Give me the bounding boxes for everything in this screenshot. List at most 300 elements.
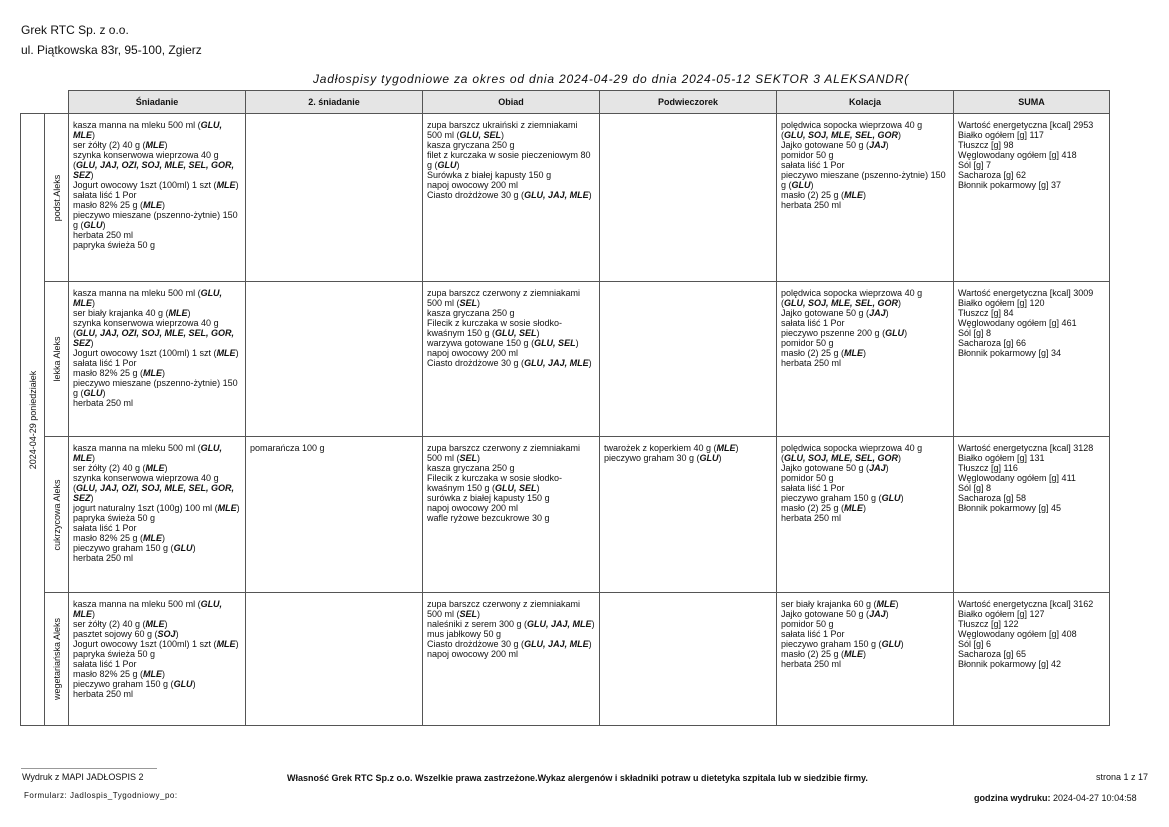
item-line: [73, 533, 241, 543]
item-line: [73, 358, 241, 368]
item-text: sałata liść 1 Por: [73, 190, 137, 200]
item-text: pasztet sojowy 60 g (: [73, 629, 158, 639]
item-text: Filecik z kurczaka w sosie słodko-kwaśnym 150 g (: [427, 473, 563, 493]
item-text-end: ): [810, 180, 814, 190]
footer-rule: [21, 768, 157, 769]
allergen-codes: GLU, MLE: [73, 288, 223, 308]
item-text: herbata 250 ml: [73, 689, 134, 699]
item-text: pieczywo graham 30 g (: [604, 453, 700, 463]
allergen-codes: GLU: [83, 220, 103, 230]
item-line: [73, 318, 241, 348]
item-text: sałata liść 1 Por: [781, 629, 845, 639]
allergen-codes: GLU, JAJ, OZI, SOJ, MLE, SEL, GOR, SEZ: [73, 328, 235, 348]
item-text: Wartość energetyczna [kcal] 3009: [958, 288, 1094, 298]
allergen-codes: GLU: [173, 543, 193, 553]
item-line: [73, 443, 241, 463]
item-text: herbata 250 ml: [73, 398, 134, 408]
allergen-codes: GLU, JAJ, OZI, SOJ, MLE, SEL, GOR, SEZ: [73, 483, 235, 503]
allergen-codes: MLE: [844, 649, 864, 659]
item-line: [73, 669, 241, 679]
item-line: [427, 318, 595, 338]
item-line: [781, 473, 949, 483]
item-text-end: ): [536, 483, 540, 493]
item-text: napoj owocowy 200 ml: [427, 503, 519, 513]
item-text-end: ): [885, 463, 889, 473]
item-text-end: ): [477, 453, 481, 463]
item-text-end: ): [588, 639, 592, 649]
item-text: Jajko gotowane 50 g (: [781, 463, 870, 473]
item-text: Wartość energetyczna [kcal] 2953: [958, 120, 1094, 130]
column-header: SUMA: [954, 91, 1110, 114]
allergen-codes: GLU: [83, 388, 103, 398]
item-text: Białko ogółem [g] 120: [958, 298, 1045, 308]
item-text-end: ): [162, 368, 166, 378]
item-text: ser żółty (2) 40 g (: [73, 140, 146, 150]
allergen-codes: GLU, SOJ, MLE, SEL, GOR: [784, 298, 899, 308]
item-text: Węglowodany ogółem [g] 408: [958, 629, 1077, 639]
allergen-codes: GLU, SEL: [495, 483, 537, 493]
meal-cell: [423, 282, 600, 437]
item-text-end: ): [164, 140, 168, 150]
item-text-end: ): [235, 639, 239, 649]
item-text-end: ): [92, 298, 95, 308]
item-text: pieczywo graham 150 g (: [73, 543, 174, 553]
item-line: [73, 599, 241, 619]
item-text: Białko ogółem [g] 117: [958, 130, 1044, 140]
item-text-end: ): [162, 669, 166, 679]
allergen-codes: GLU, MLE: [73, 443, 223, 463]
item-line: [427, 629, 595, 639]
item-text-end: ): [175, 629, 179, 639]
allergen-codes: GLU, SEL: [534, 338, 576, 348]
item-line: [73, 629, 241, 639]
column-header: Obiad: [423, 91, 600, 114]
item-line: [73, 368, 241, 378]
date-label: 2024-04-29 poniedziałek: [27, 370, 38, 469]
item-line: [73, 378, 241, 398]
item-text: sałata liść 1 Por: [73, 659, 137, 669]
item-text-end: ): [885, 308, 889, 318]
item-line: [73, 473, 241, 503]
item-text: masło (2) 25 g (: [781, 190, 845, 200]
footer-page-number: strona 1 z 17: [1096, 772, 1149, 782]
item-text: masło (2) 25 g (: [781, 649, 845, 659]
item-line: [958, 443, 1105, 453]
item-line: [427, 463, 595, 473]
item-text-end: ): [863, 348, 867, 358]
item-line: [781, 338, 949, 348]
allergen-codes: MLE: [143, 533, 163, 543]
allergen-codes: JAJ: [869, 609, 886, 619]
header-blank: [45, 91, 69, 114]
item-text: zupa barszcz czerwony z ziemniakami 500 ml (: [427, 599, 581, 619]
allergen-codes: SEL: [459, 453, 478, 463]
item-text: twarożek z koperkiem 40 g (: [604, 443, 717, 453]
item-line: [958, 120, 1105, 130]
item-line: [958, 328, 1105, 338]
item-text: sałata liść 1 Por: [781, 483, 845, 493]
allergen-codes: GLU, JAJ, MLE: [524, 358, 589, 368]
item-text-end: ): [90, 338, 94, 348]
sum-cell: [954, 282, 1110, 437]
item-text: masło 82% 25 g (: [73, 669, 144, 679]
item-line: [781, 120, 949, 140]
item-text: szynka konserwowa wieprzowa 40 g (: [73, 473, 219, 493]
item-text-end: ): [192, 543, 196, 553]
item-text: kasza manna na mleku 500 ml (: [73, 599, 201, 609]
item-line: [604, 443, 772, 453]
print-time-value: 2024-04-27 10:04:58: [1053, 793, 1137, 803]
allergen-codes: MLE: [145, 140, 165, 150]
item-line: [958, 308, 1105, 318]
item-line: [958, 180, 1105, 190]
item-line: [73, 348, 241, 358]
item-text: pieczywo mieszane (pszenno-żytnie) 150 g (: [781, 170, 946, 190]
item-text: Węglowodany ogółem [g] 418: [958, 150, 1077, 160]
item-line: [781, 358, 949, 368]
item-line: [781, 649, 949, 659]
allergen-codes: GLU, SEL: [459, 130, 502, 140]
diet-cell: [45, 593, 69, 726]
allergen-codes: MLE: [143, 669, 163, 679]
item-text: surówka z białej kapusty 150 g: [427, 493, 550, 503]
allergen-codes: JAJ: [869, 308, 886, 318]
sum-cell: [954, 593, 1110, 726]
item-line: [781, 140, 949, 150]
item-text: Jogurt owocowy 1szt (100ml) 1 szt (: [73, 639, 217, 649]
item-line: [427, 358, 595, 368]
item-text: Białko ogółem [g] 127: [958, 609, 1045, 619]
item-text: kasza gryczana 250 g: [427, 308, 515, 318]
meal-cell: [777, 593, 954, 726]
item-text: ser żółty (2) 40 g (: [73, 619, 146, 629]
item-text: pieczywo graham 150 g (: [73, 679, 174, 689]
item-text: filet z kurczaka w sosie pieczeniowym 80 g (: [427, 150, 591, 170]
item-text: Błonnik pokarmowy [g] 37: [958, 180, 1062, 190]
item-line: [958, 463, 1105, 473]
item-line: [781, 288, 949, 308]
allergen-codes: SOJ: [157, 629, 176, 639]
item-text: Tłuszcz [g] 98: [958, 140, 1014, 150]
item-line: [73, 240, 241, 250]
item-text: masło 82% 25 g (: [73, 533, 144, 543]
item-text-end: ): [164, 619, 168, 629]
item-text: Sól [g] 6: [958, 639, 992, 649]
item-line: [73, 523, 241, 533]
allergen-codes: GLU: [699, 453, 719, 463]
item-text-end: ): [162, 533, 166, 543]
item-text: Jajko gotowane 50 g (: [781, 140, 870, 150]
table-row: [21, 593, 1110, 726]
date-cell: [21, 114, 45, 726]
item-line: [73, 513, 241, 523]
diet-label: cukrzycowa Aleks: [51, 478, 62, 551]
item-text: sałata liść 1 Por: [73, 523, 137, 533]
item-line: [427, 619, 595, 629]
item-text: polędwica sopocka wieprzowa 40 g (: [781, 120, 923, 140]
table-row: [21, 437, 1110, 593]
item-text: masło (2) 25 g (: [781, 348, 845, 358]
allergen-codes: MLE: [844, 503, 864, 513]
item-line: [781, 328, 949, 338]
item-line: [73, 679, 241, 689]
item-text: Sacharoza [g] 66: [958, 338, 1027, 348]
item-text: ser żółty (2) 40 g (: [73, 463, 146, 473]
item-line: [73, 689, 241, 699]
item-text-end: ): [164, 463, 168, 473]
item-text: Sól [g] 7: [958, 160, 992, 170]
item-line: [73, 398, 241, 408]
item-line: [73, 308, 241, 318]
item-text: szynka konserwowa wieprzowa 40 g (: [73, 150, 219, 170]
meal-cell: [69, 282, 246, 437]
item-line: [427, 338, 595, 348]
meal-cell: [600, 437, 777, 593]
item-text: Sól [g] 8: [958, 483, 992, 493]
item-line: [73, 639, 241, 649]
item-text: sałata liść 1 Por: [73, 358, 137, 368]
item-line: [958, 170, 1105, 180]
meal-cell: [777, 282, 954, 437]
item-text: Sacharoza [g] 65: [958, 649, 1027, 659]
item-line: [781, 160, 949, 170]
item-text: Sacharoza [g] 58: [958, 493, 1027, 503]
column-header: 2. śniadanie: [246, 91, 423, 114]
diet-label: lekka Aleks: [51, 336, 62, 382]
sum-cell: [954, 114, 1110, 282]
item-text-end: ): [162, 200, 166, 210]
item-text: sałata liść 1 Por: [781, 318, 845, 328]
item-text: napoj owocowy 200 ml: [427, 348, 519, 358]
item-text: kasza gryczana 250 g: [427, 463, 515, 473]
item-text: herbata 250 ml: [781, 358, 842, 368]
item-text: kasza manna na mleku 500 ml (: [73, 288, 201, 298]
item-text: pieczywo graham 150 g (: [781, 493, 882, 503]
item-line: [958, 503, 1105, 513]
item-line: [958, 160, 1105, 170]
item-line: [427, 493, 595, 503]
item-text: pieczywo graham 150 g (: [781, 639, 882, 649]
item-line: [427, 348, 595, 358]
item-text: Białko ogółem [g] 131: [958, 453, 1045, 463]
item-text-end: ): [456, 160, 460, 170]
diet-cell: [45, 437, 69, 593]
allergen-codes: MLE: [143, 368, 163, 378]
item-text: wafle ryżowe bezcukrowe 30 g: [427, 513, 550, 523]
item-text-end: ): [102, 220, 106, 230]
item-line: [427, 513, 595, 523]
item-text: Węglowodany ogółem [g] 411: [958, 473, 1076, 483]
item-text: Ciasto drożdżowe 30 g (: [427, 358, 525, 368]
item-line: [427, 170, 595, 180]
allergen-codes: JAJ: [869, 140, 886, 150]
allergen-codes: SEL: [459, 298, 478, 308]
item-text: Tłuszcz [g] 116: [958, 463, 1018, 473]
item-text: pomarańcza 100 g: [250, 443, 325, 453]
item-text-end: ): [187, 308, 191, 318]
item-text: papryka świeża 50 g: [73, 513, 156, 523]
item-text: Jogurt owocowy 1szt (100ml) 1 szt (: [73, 180, 217, 190]
item-text: Surówka z białej kapusty 150 g: [427, 170, 552, 180]
allergen-codes: MLE: [143, 200, 163, 210]
company-address: ul. Piątkowska 83r, 95-100, Zgierz: [21, 43, 202, 57]
meal-cell: [600, 282, 777, 437]
item-line: [427, 308, 595, 318]
item-line: [958, 649, 1105, 659]
item-text: napoj owocowy 200 ml: [427, 180, 519, 190]
item-line: [427, 150, 595, 170]
sum-cell: [954, 437, 1110, 593]
item-line: [781, 170, 949, 190]
item-text-end: ): [477, 609, 481, 619]
item-line: [427, 120, 595, 140]
meal-cell: [600, 114, 777, 282]
item-text-end: ): [501, 130, 505, 140]
item-text: masło 82% 25 g (: [73, 200, 144, 210]
item-line: [427, 288, 595, 308]
company-name: Grek RTC Sp. z o.o.: [21, 23, 129, 37]
item-text: papryka świeża 50 g: [73, 649, 156, 659]
item-text-end: ): [898, 298, 902, 308]
diet-label: podst.Aleks: [51, 174, 62, 221]
item-line: [427, 639, 595, 649]
item-line: [781, 308, 949, 318]
allergen-codes: GLU: [885, 328, 905, 338]
allergen-codes: MLE: [844, 190, 864, 200]
item-text: szynka konserwowa wieprzowa 40 g (: [73, 318, 219, 338]
header-row: [21, 91, 1110, 114]
item-line: [781, 318, 949, 328]
item-text: pieczywo mieszane (pszenno-żytnie) 150 g (: [73, 378, 238, 398]
item-line: [781, 599, 949, 609]
item-line: [73, 543, 241, 553]
allergen-codes: MLE: [145, 619, 165, 629]
allergen-codes: JAJ: [869, 463, 886, 473]
item-line: [73, 553, 241, 563]
item-line: [781, 200, 949, 210]
allergen-codes: MLE: [216, 180, 236, 190]
item-text: kasza gryczana 250 g: [427, 140, 515, 150]
print-time-label: godzina wydruku:: [974, 793, 1051, 803]
allergen-codes: MLE: [844, 348, 864, 358]
item-line: [958, 609, 1105, 619]
item-text-end: ): [92, 453, 95, 463]
item-text: masło (2) 25 g (: [781, 503, 845, 513]
diet-cell: [45, 114, 69, 282]
item-text: polędwica sopocka wieprzowa 40 g (: [781, 288, 923, 308]
allergen-codes: MLE: [168, 308, 188, 318]
item-line: [781, 639, 949, 649]
item-text: napoj owocowy 200 ml: [427, 649, 519, 659]
item-text-end: ): [102, 388, 106, 398]
allergen-codes: MLE: [216, 639, 236, 649]
item-text: Ciasto drożdżowe 30 g (: [427, 639, 525, 649]
item-text: polędwica sopocka wieprzowa 40 g (: [781, 443, 923, 463]
item-line: [781, 190, 949, 200]
meal-cell: [423, 437, 600, 593]
item-text: pomidor 50 g: [781, 619, 834, 629]
item-text: Sacharoza [g] 62: [958, 170, 1027, 180]
allergen-codes: GLU, JAJ, MLE: [524, 639, 589, 649]
allergen-codes: MLE: [217, 503, 237, 513]
item-text-end: ): [718, 453, 722, 463]
allergen-codes: GLU, SOJ, MLE, SEL, GOR: [784, 130, 899, 140]
item-line: [781, 659, 949, 669]
item-line: [781, 348, 949, 358]
item-text: pomidor 50 g: [781, 473, 834, 483]
allergen-codes: GLU, MLE: [73, 599, 223, 619]
item-text-end: ): [898, 130, 902, 140]
item-line: [73, 649, 241, 659]
allergen-codes: GLU: [881, 493, 901, 503]
item-text: pieczywo pszenne 200 g (: [781, 328, 886, 338]
item-line: [73, 463, 241, 473]
item-text: zupa barszcz ukraiński z ziemniakami 500 ml (: [427, 120, 578, 140]
item-text: kasza manna na mleku 500 ml (: [73, 443, 201, 453]
item-line: [958, 140, 1105, 150]
allergen-codes: GLU: [881, 639, 901, 649]
item-text: ser biały krajanka 40 g (: [73, 308, 169, 318]
item-line: [958, 659, 1105, 669]
item-line: [781, 483, 949, 493]
item-text: pieczywo mieszane (pszenno-żytnie) 150 g (: [73, 210, 238, 230]
item-line: [781, 503, 949, 513]
item-text-end: ): [236, 503, 240, 513]
footer-ownership: Własność Grek RTC Sp.z o.o. Wszelkie prawa zastrzeżone.Wykaz alergenów i składniki potraw u dietetyka szpitala lub w siedzibie firmy.: [287, 773, 868, 783]
item-line: [781, 150, 949, 160]
item-text-end: ): [90, 493, 94, 503]
item-text: herbata 250 ml: [73, 553, 134, 563]
allergen-codes: MLE: [216, 348, 236, 358]
item-line: [781, 609, 949, 619]
item-text-end: ): [477, 298, 481, 308]
item-text: Tłuszcz [g] 84: [958, 308, 1014, 318]
document-title: Jadłospisy tygodniowe za okres od dnia 2024-04-29 do dnia 2024-05-12 SEKTOR 3 ALEKSANDR(: [313, 72, 910, 86]
item-text: Węglowodany ogółem [g] 461: [958, 318, 1077, 328]
item-text: Tłuszcz [g] 122: [958, 619, 1019, 629]
allergen-codes: GLU, JAJ, MLE: [524, 190, 589, 200]
item-line: [781, 463, 949, 473]
item-line: [958, 298, 1105, 308]
item-text-end: ): [235, 348, 239, 358]
item-text: Jajko gotowane 50 g (: [781, 609, 870, 619]
item-line: [781, 443, 949, 463]
allergen-codes: GLU: [173, 679, 193, 689]
allergen-codes: SEL: [459, 609, 478, 619]
item-text-end: ): [588, 190, 592, 200]
item-text-end: ): [863, 649, 867, 659]
item-line: [427, 443, 595, 463]
allergen-codes: GLU, SOJ, MLE, SEL, GOR: [784, 453, 899, 463]
allergen-codes: MLE: [145, 463, 165, 473]
meal-cell: [600, 593, 777, 726]
item-text: Wartość energetyczna [kcal] 3162: [958, 599, 1094, 609]
item-line: [73, 230, 241, 240]
item-line: [73, 180, 241, 190]
allergen-codes: GLU, MLE: [73, 120, 223, 140]
item-text-end: ): [900, 493, 904, 503]
item-line: [958, 150, 1105, 160]
item-line: [958, 288, 1105, 298]
item-text: Wartość energetyczna [kcal] 3128: [958, 443, 1094, 453]
item-line: [958, 348, 1105, 358]
item-text: Ciasto drożdżowe 30 g (: [427, 190, 525, 200]
table-row: [21, 114, 1110, 282]
item-line: [250, 443, 418, 453]
item-line: [73, 659, 241, 669]
item-line: [958, 493, 1105, 503]
item-line: [73, 210, 241, 230]
